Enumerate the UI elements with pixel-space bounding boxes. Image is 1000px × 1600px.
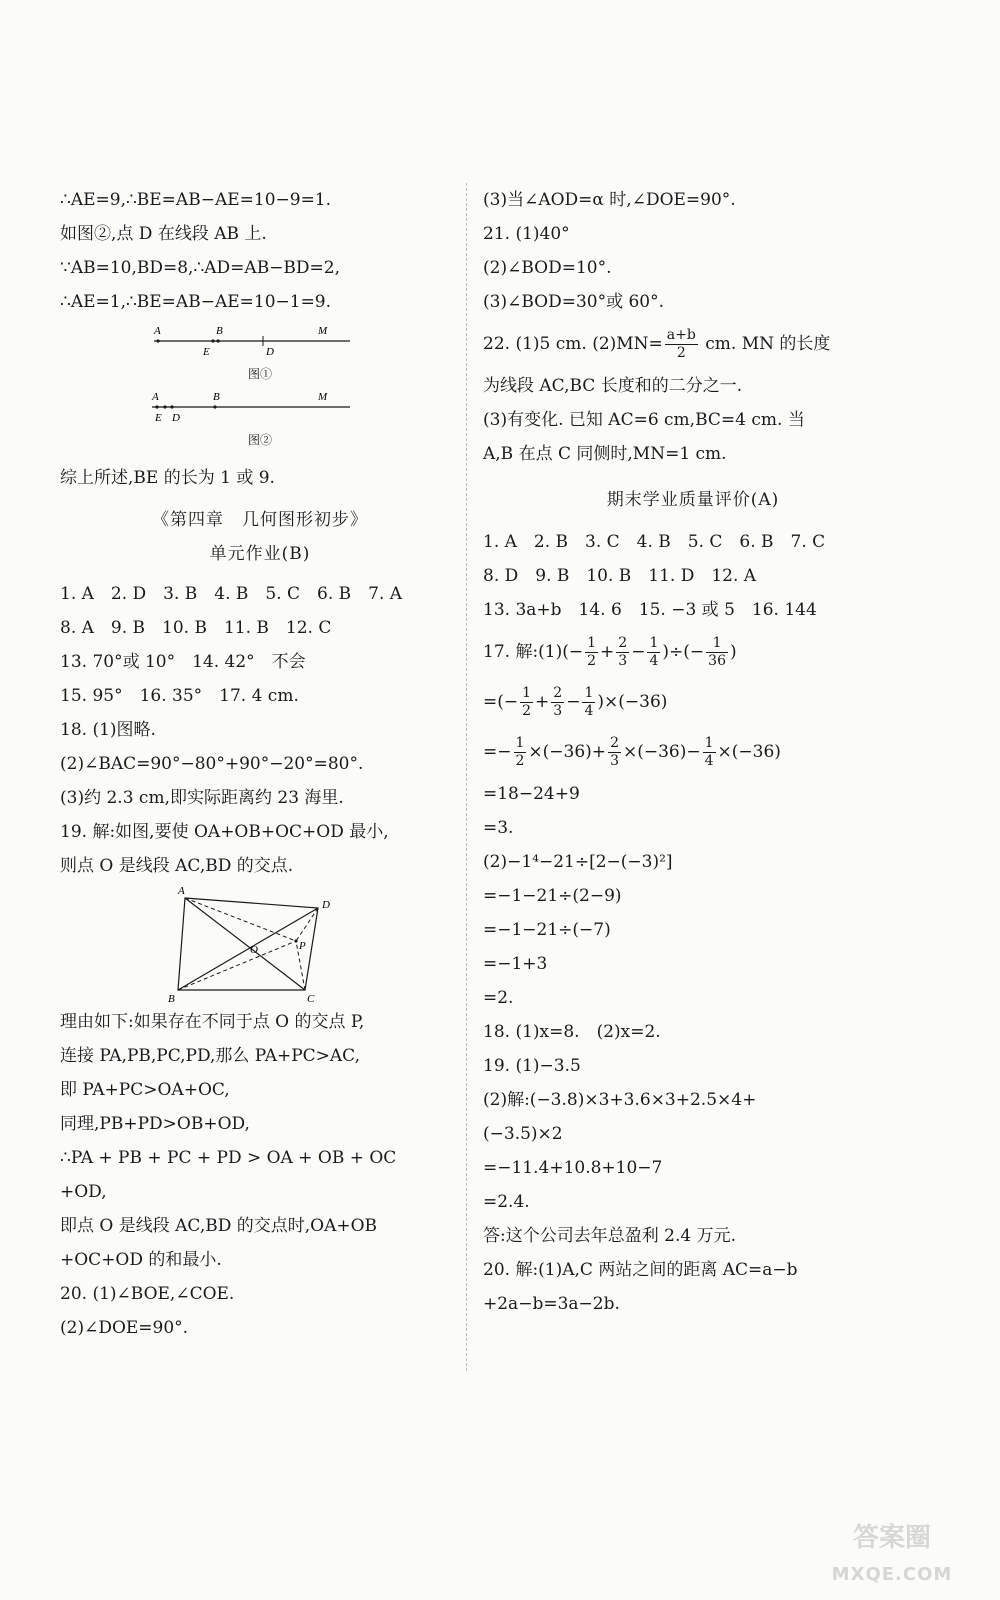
q17-l2-text: )×(−36)	[597, 692, 668, 712]
reasoning-line: ∴PA + PB + PC + PD > OA + OB + OC	[60, 1148, 397, 1168]
frac-den: 2	[522, 703, 532, 719]
fraction	[582, 685, 595, 720]
reasoning-line: +OD,	[60, 1182, 107, 1202]
text-line: 21. (1)40°	[483, 224, 570, 244]
watermark-sub: MXQE.COM	[831, 1564, 953, 1585]
q17-line-3	[483, 727, 903, 777]
step-line: (−3.5)×2	[483, 1124, 563, 1144]
step-line: =−1+3	[483, 954, 548, 974]
fraction	[616, 635, 629, 670]
quad-label-o: O	[250, 944, 258, 956]
q17-l3-text: =−	[483, 742, 512, 762]
fig2-label-e: E	[155, 412, 162, 424]
frac-num: 1	[649, 635, 659, 651]
q17-l3-text: ×(−36)−	[622, 742, 701, 762]
exam-title: 期末学业质量评价(A)	[606, 490, 780, 510]
frac-num: 1	[522, 685, 532, 701]
frac-num: 1	[706, 635, 728, 653]
answer-line: 1. A 2. D 3. B 4. B 5. C 6. B 7. A	[60, 584, 403, 604]
frac-num: 2	[610, 735, 619, 751]
text-line: (3)当∠AOD=α 时,∠DOE=90°.	[483, 190, 736, 210]
answer-line: 13. 3a+b 14. 6 15. −3 或 5 16. 144	[483, 600, 817, 620]
fraction	[706, 635, 728, 670]
step-line: =18−24+9	[483, 784, 580, 804]
text-line: 为线段 AC,BC 长度和的二分之一.	[483, 376, 743, 396]
answer-line: 则点 O 是线段 AC,BD 的交点.	[60, 856, 294, 876]
reasoning-line: 即 PA+PC>OA+OC,	[60, 1080, 230, 1100]
q17-l2-text: =(−	[483, 692, 519, 712]
q17-line-1	[483, 627, 903, 677]
step-line: 19. (1)−3.5	[483, 1056, 581, 1076]
reasoning-line: 即点 O 是线段 AC,BD 的交点时,OA+OB	[60, 1216, 378, 1236]
fig2-label-b: B	[213, 391, 220, 403]
quad-label-p: P	[299, 940, 306, 952]
frac-num: 2	[618, 635, 628, 651]
text-line: (2)∠BOD=10°.	[483, 258, 612, 278]
step-line: =2.	[483, 988, 514, 1008]
frac-den: 3	[618, 653, 628, 669]
quad-label-c: C	[307, 993, 315, 1005]
step-line: =2.4.	[483, 1192, 530, 1212]
frac-num: 1	[584, 685, 594, 701]
text-line: (3)有变化. 已知 AC=6 cm,BC=4 cm. 当	[483, 410, 805, 430]
frac-den: 4	[704, 753, 714, 769]
frac-den: 36	[708, 653, 726, 669]
step-line: 20. 解:(1)A,C 两站之间的距离 AC=a−b	[483, 1260, 798, 1280]
q17-l2-text: +	[535, 692, 550, 712]
reasoning-line: 理由如下:如果存在不同于点 O 的交点 P,	[60, 1012, 365, 1032]
chapter-title: 《第四章 几何图形初步》	[152, 510, 368, 530]
figure-2-line-diagram	[60, 387, 460, 431]
step-line: (2)−1⁴−21÷[2−(−3)²]	[483, 852, 673, 872]
step-line: =3.	[483, 818, 514, 838]
step-line: 18. (1)x=8. (2)x=2.	[483, 1022, 661, 1042]
q17-l3-text: ×(−36)+	[528, 742, 607, 762]
reasoning-line: 连接 PA,PB,PC,PD,那么 PA+PC>AC,	[60, 1046, 360, 1066]
fig1-label-m: M	[318, 325, 328, 337]
q22-suffix: cm. MN 的长度	[699, 334, 831, 354]
text-line: (3)∠BOD=30°或 60°.	[483, 292, 665, 312]
fig1-label-a: A	[154, 325, 161, 337]
fig1-label-b: B	[216, 325, 223, 337]
watermark-main: 答案圈	[852, 1523, 932, 1553]
q22-frac-num: a+b	[666, 327, 696, 343]
summary-line: 综上所述,BE 的长为 1 或 9.	[60, 468, 275, 488]
fig2-label-m: M	[318, 391, 328, 403]
fraction	[514, 735, 527, 770]
answer-line: 1. A 2. B 3. C 4. B 5. C 6. B 7. C	[483, 532, 826, 552]
frac-den: 4	[649, 653, 659, 669]
q17-l1-text: +	[600, 642, 615, 662]
figure-1-caption: 图①	[247, 367, 272, 381]
figure-2-caption: 图②	[247, 433, 272, 447]
answer-line: (3)约 2.3 cm,即实际距离约 23 海里.	[60, 788, 344, 808]
text-line: 如图②,点 D 在线段 AB 上.	[60, 224, 267, 244]
fraction	[551, 685, 564, 720]
frac-den: 3	[610, 753, 619, 769]
answer-line: 8. A 9. B 10. B 11. B 12. C	[60, 618, 332, 638]
fig1-label-e: E	[203, 346, 210, 358]
frac-num: 1	[704, 735, 714, 751]
frac-den: 2	[515, 753, 525, 769]
step-line: +2a−b=3a−2b.	[483, 1294, 620, 1314]
text-line: A,B 在点 C 同侧时,MN=1 cm.	[483, 444, 727, 464]
answer-line: 8. D 9. B 10. B 11. D 12. A	[483, 566, 757, 586]
fraction	[647, 635, 660, 670]
fig2-label-a: A	[152, 391, 159, 403]
frac-den: 3	[553, 703, 563, 719]
q17-l1-text: −	[631, 642, 646, 662]
fig1-label-d: D	[266, 346, 274, 358]
q22-line	[483, 319, 903, 369]
fraction	[608, 735, 621, 770]
frac-num: 2	[553, 685, 563, 701]
frac-den: 2	[587, 653, 597, 669]
q22-prefix: 22. (1)5 cm. (2)MN=	[483, 334, 663, 354]
quadrilateral-diagram	[60, 883, 460, 1005]
reasoning-line: 20. (1)∠BOE,∠COE.	[60, 1284, 235, 1304]
quad-label-a: A	[178, 885, 185, 897]
step-line: =−11.4+10.8+10−7	[483, 1158, 663, 1178]
fraction	[585, 635, 598, 670]
answer-line: 15. 95° 16. 35° 17. 4 cm.	[60, 686, 299, 706]
answer-line: 18. (1)图略.	[60, 720, 156, 740]
quad-label-d: D	[322, 899, 330, 911]
answer-line: 19. 解:如图,要使 OA+OB+OC+OD 最小,	[60, 822, 389, 842]
quad-label-b: B	[168, 993, 175, 1005]
step-line: =−1−21÷(−7)	[483, 920, 611, 940]
answer-line: (2)∠BAC=90°−80°+90°−20°=80°.	[60, 754, 364, 774]
q17-l1-text: )	[729, 642, 737, 662]
unit-title: 单元作业(B)	[209, 544, 311, 564]
q17-l2-text: −	[566, 692, 581, 712]
frac-num: 1	[587, 635, 597, 651]
left-column	[60, 183, 460, 1345]
q22-frac-den: 2	[676, 345, 686, 361]
answer-line: 13. 70°或 10° 14. 42° 不会	[60, 652, 306, 672]
q17-l3-text: ×(−36)	[717, 742, 781, 762]
right-column	[483, 183, 903, 1321]
figure-1-line-diagram	[60, 319, 460, 365]
reasoning-line: (2)∠DOE=90°.	[60, 1318, 189, 1338]
column-divider	[466, 183, 467, 1371]
text-line: ∴AE=9,∴BE=AB−AE=10−9=1.	[60, 190, 332, 210]
text-line: ∴AE=1,∴BE=AB−AE=10−1=9.	[60, 292, 332, 312]
fraction	[703, 735, 716, 770]
step-line: =−1−21÷(2−9)	[483, 886, 622, 906]
q17-line-2	[483, 677, 903, 727]
fraction	[520, 685, 533, 720]
text-line: ∵AB=10,BD=8,∴AD=AB−BD=2,	[60, 258, 341, 278]
frac-num: 1	[515, 735, 525, 751]
watermark-logo	[802, 1512, 982, 1592]
reasoning-line: +OC+OD 的和最小.	[60, 1250, 222, 1270]
fig2-label-d: D	[172, 412, 180, 424]
q17-l1-text: 17. 解:(1)(−	[483, 642, 584, 662]
step-line: 答:这个公司去年总盈利 2.4 万元.	[483, 1226, 736, 1246]
step-line: (2)解:(−3.8)×3+3.6×3+2.5×4+	[483, 1090, 757, 1110]
q22-fraction	[665, 327, 698, 362]
reasoning-line: 同理,PB+PD>OB+OD,	[60, 1114, 250, 1134]
frac-den: 4	[584, 703, 594, 719]
q17-l1-text: )÷(−	[662, 642, 705, 662]
